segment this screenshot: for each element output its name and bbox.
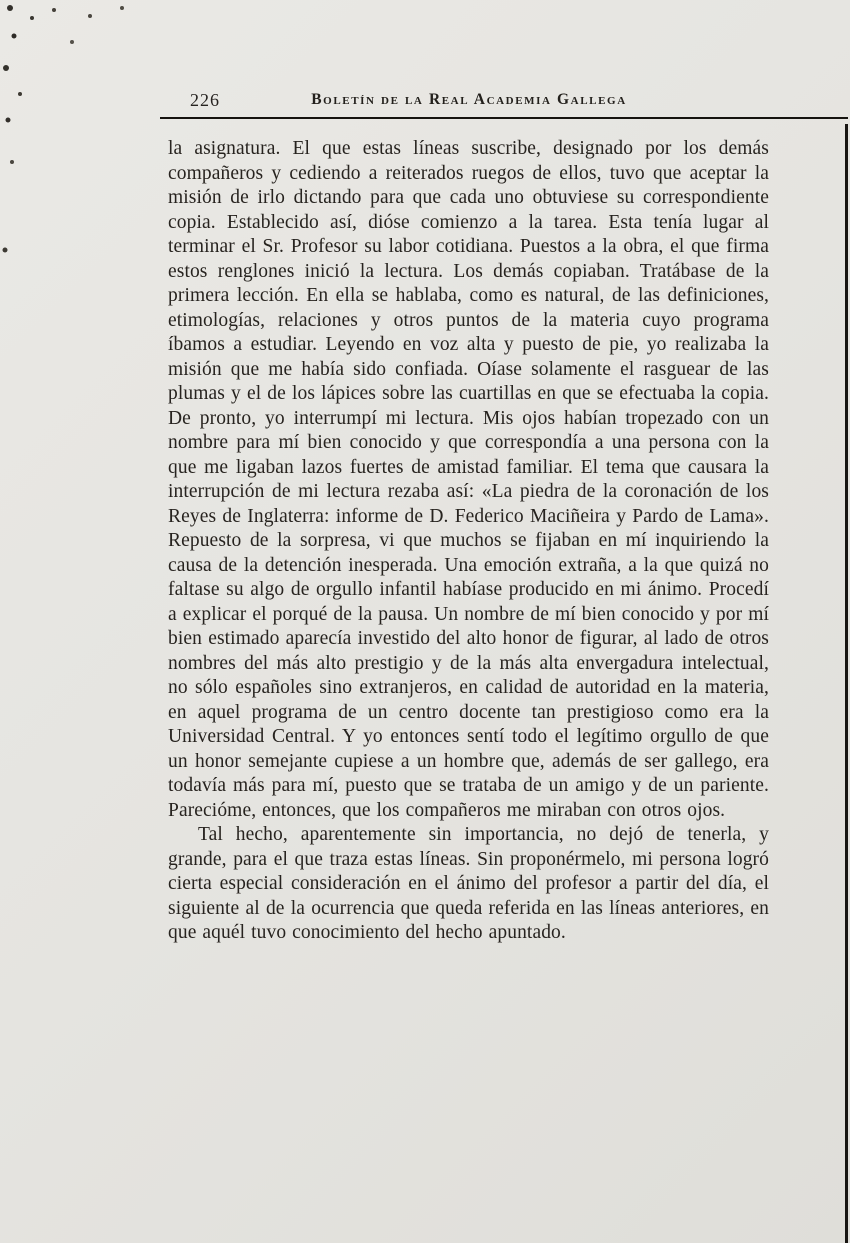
page-number: 226	[190, 90, 220, 110]
scan-noise-specks	[0, 0, 4, 4]
scan-edge-line	[845, 124, 848, 1243]
body-paragraph: la asignatura. El que estas líneas suscribe, designado por los demás compañeros y cediendo a reiterados ruegos de ellos, tuvo que aceptar la misión de irlo dictando para que cada uno obtuviese su correspondiente copia. Establecido así, dióse comienzo a la tarea. Esta tenía lugar al terminar el Sr. Profesor su labor cotidiana. Puestos a la obra, el que firma estos renglones inició la lectura. Los demás copiaban. Tratábase de la primera lección. En ella se hablaba, como es natural, de las definiciones, etimologías, relaciones y otros puntos de la materia cuyo programa íbamos a estudiar. Leyendo en voz alta y puesto de pie, yo realizaba la misión que me había sido confiada. Oíase solamente el rasguear de las plumas y el de los lápices sobre las cuartillas en que se efectuaba la copia. De pronto, yo interrumpí mi lectura. Mis ojos habían tropezado con un nombre para mí bien conocido y que correspondía a una persona con la que me ligaban lazos fuertes de amistad familiar. El tema que causara la interrupción de mi lectura rezaba así: «La piedra de la coronación de los Reyes de Inglaterra: informe de D. Federico Maciñeira y Pardo de Lama». Repuesto de la sorpresa, vi que muchos se fijaban en mí inquiriendo la causa de la detención inesperada. Una emoción extraña, a la que quizá no faltase su algo de orgullo infantil habíase producido en mi ánimo. Procedí a explicar el porqué de la pausa. Un nombre de mí bien conocido y por mí bien estimado aparecía investido del alto honor de figurar, al lado de otros nombres del más alto prestigio y de la más alta envergadura intelectual, no sólo españoles sino extranjeros, en calidad de autoridad en la materia, en aquel programa de un centro docente tan prestigioso como era la Universidad Central. Y yo entonces sentí todo el legítimo orgullo de que un honor semejante cupiese a un hombre que, además de ser gallego, era todavía más para mí, puesto que se trataba de un amigo y de un pariente. Parecióme, entonces, que los compañeros me miraban con otros ojos.	[168, 138, 769, 821]
page-body	[168, 137, 769, 946]
journal-title: Boletín de la Real Academia Gallega	[311, 91, 627, 108]
page-header	[168, 88, 770, 114]
body-paragraph: Tal hecho, aparentemente sin importancia, no dejó de tenerla, y grande, para el que traza estas líneas. Sin proponérmelo, mi persona logró cierta especial consideración en el ánimo del profesor a partir del día, el siguiente al de la ocurrencia que queda referida en las líneas anteriores, en que aquél tuvo conocimiento del hecho apuntado.	[168, 824, 769, 943]
header-rule	[160, 117, 848, 119]
